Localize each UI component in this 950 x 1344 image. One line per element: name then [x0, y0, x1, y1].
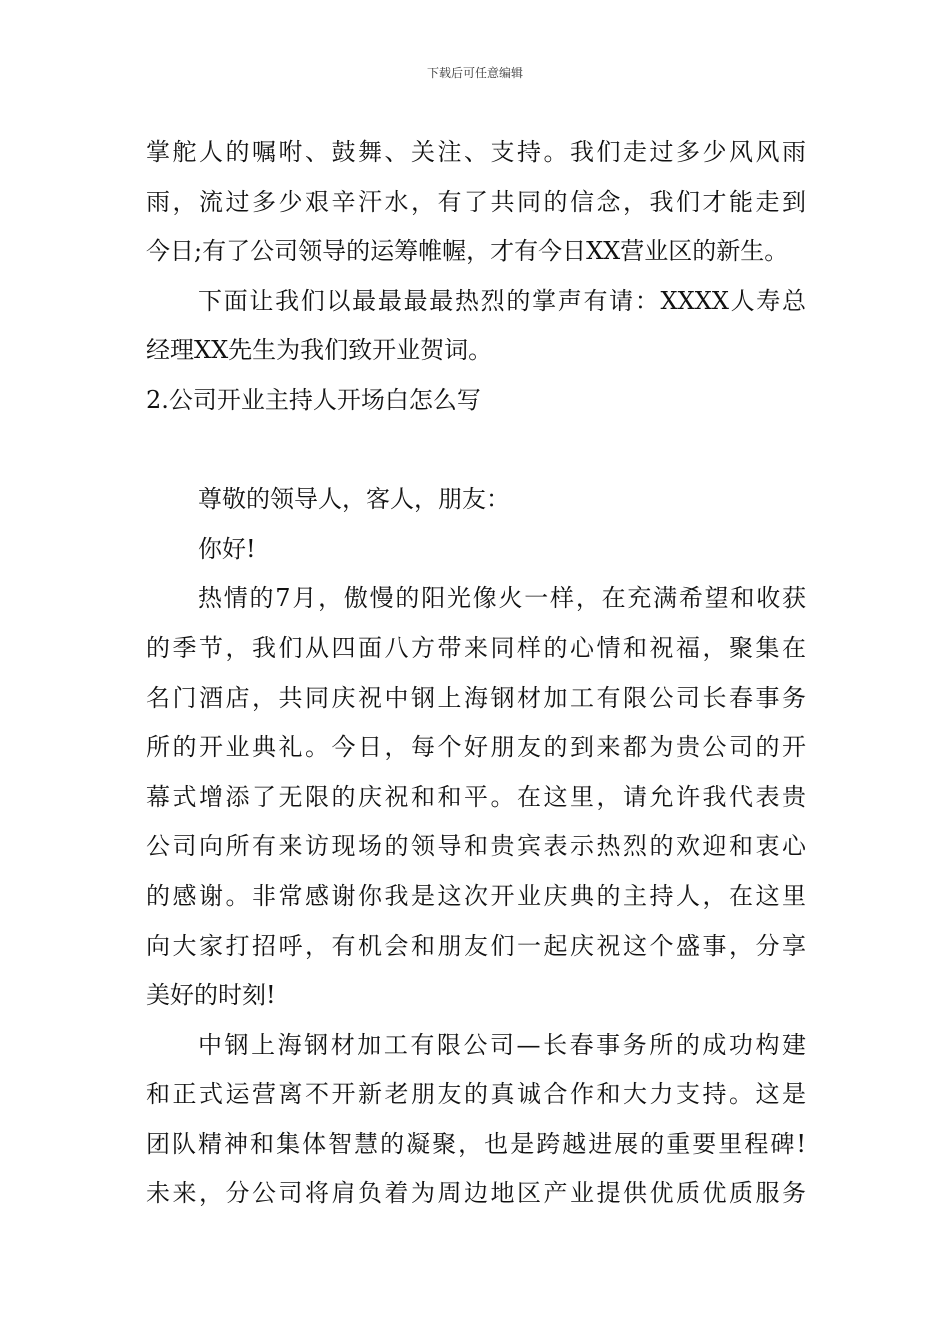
- text-line: 下面让我们以最最最最热烈的掌声有请：XXXX人寿总: [198, 286, 806, 315]
- page-header: 下载后可任意编辑: [426, 66, 523, 80]
- section-heading: 2.公司开业主持人开场白怎么写: [146, 385, 481, 414]
- text-line: 的季节，我们从四面八方带来同样的心情和祝福，聚集在: [146, 633, 806, 662]
- document-body: [146, 128, 806, 1219]
- greeting-line: 你好!: [198, 534, 256, 563]
- text-line: 名门酒店，共同庆祝中钢上海钢材加工有限公司长春事务: [146, 683, 806, 712]
- text-line: 和正式运营离不开新老朋友的真诚合作和大力支持。这是: [146, 1080, 806, 1109]
- text-line: 向大家打招呼，有机会和朋友们一起庆祝这个盛事，分享: [146, 931, 806, 960]
- greeting-line: 尊敬的领导人，客人，朋友：: [198, 485, 510, 514]
- text-line: 今日;有了公司领导的运筹帷幄，才有今日XX营业区的新生。: [146, 237, 789, 266]
- text-line: 团队精神和集体智慧的凝聚，也是跨越进展的重要里程碑!: [146, 1129, 806, 1158]
- blank-line: [146, 426, 806, 476]
- text-line: 热情的7月，傲慢的阳光像火一样，在充满希望和收获: [198, 584, 806, 613]
- text-line: 的感谢。非常感谢你我是这次开业庆典的主持人，在这里: [146, 881, 806, 910]
- text-line: 经理XX先生为我们致开业贺词。: [146, 336, 493, 365]
- text-line: 掌舵人的嘱咐、鼓舞、关注、支持。我们走过多少风风雨: [146, 138, 806, 166]
- text-line: 雨，流过多少艰辛汗水，有了共同的信念，我们才能走到: [146, 187, 806, 216]
- text-line: 美好的时刻!: [146, 981, 276, 1010]
- text-line: 公司向所有来访现场的领导和贵宾表示热烈的欢迎和衷心: [146, 832, 806, 861]
- text-line: 中钢上海钢材加工有限公司—长春事务所的成功构建: [198, 1030, 806, 1059]
- text-line: 所的开业典礼。今日，每个好朋友的到来都为贵公司的开: [146, 733, 806, 762]
- text-line: 未来，分公司将肩负着为周边地区产业提供优质优质服务: [146, 1179, 806, 1208]
- text-line: 幕式增添了无限的庆祝和和平。在这里，请允许我代表贵: [146, 782, 806, 811]
